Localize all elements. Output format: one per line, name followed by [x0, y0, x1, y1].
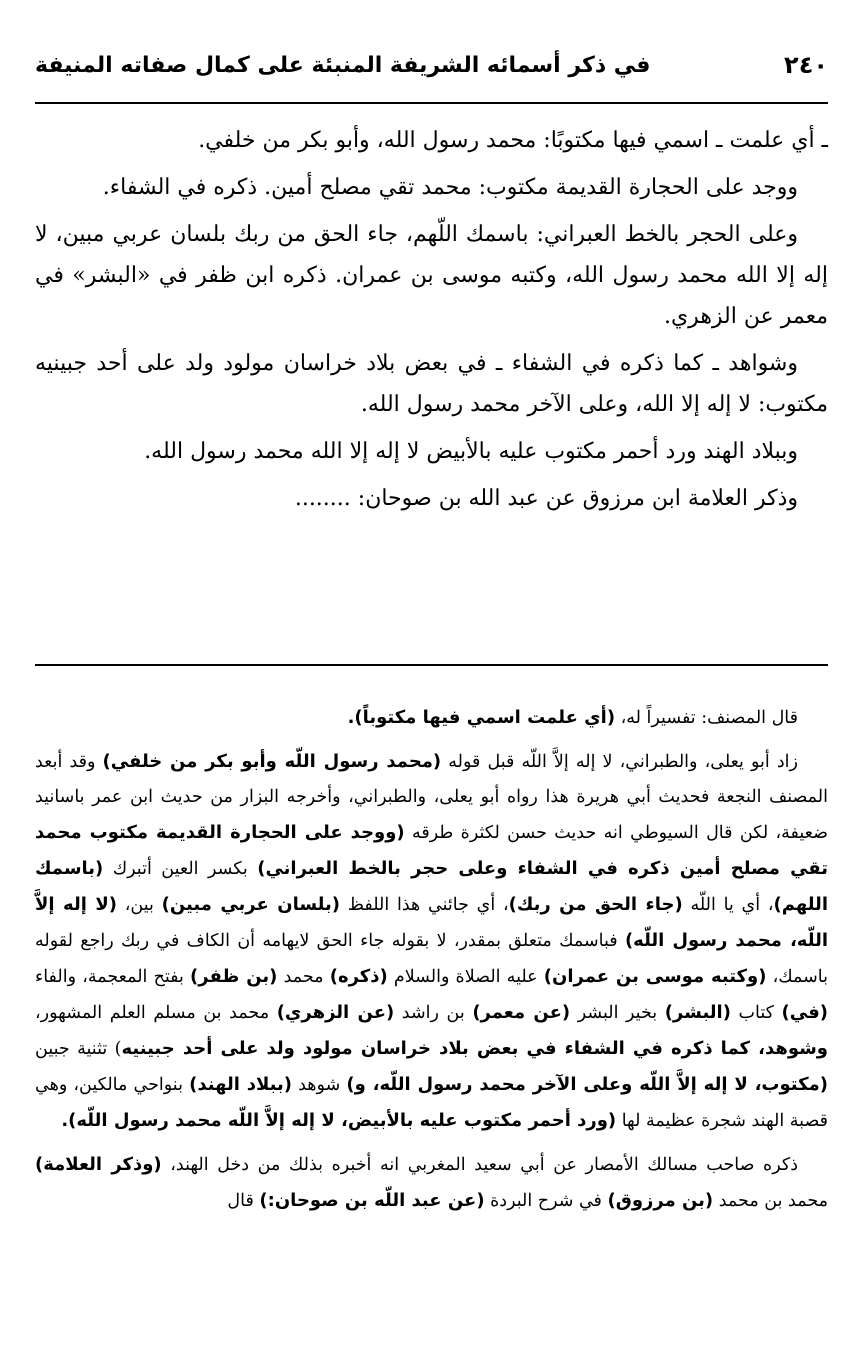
quoted-text: (بلسان عربي مبين) — [161, 894, 341, 915]
main-paragraph: ووجد على الحجارة القديمة مكتوب: محمد تقي مصلح أمين. ذكره في الشفاء. — [102, 175, 798, 200]
commentary-text: بين، — [116, 895, 162, 915]
quoted-text: وشوهد، كما ذكره في الشفاء في بعض بلاد خراسان مولود ولد على أحد جبينيه — [121, 1038, 828, 1059]
quoted-text: (أي علمت اسمي فيها مكتوباً). — [347, 707, 616, 728]
commentary-text: قال المصنف: تفسيراً له، — [615, 708, 798, 728]
commentary-text: ) تثنية جبين — [35, 1039, 122, 1059]
commentary-text: وقد أبعد المصنف النجعة فحديث أبي هريرة هذا رواه أبو يعلى، والطبراني، وأخرجه البزار من حديث ابن عمر باسانيد ضعيفة، لكن قال السيوطي انه حديث حسن لكثرة طرقه — [35, 752, 828, 843]
quoted-text: (ورد أحمر مكتوب عليه بالأبيض، لا إله إلاَّ اللّه محمد رسول اللّه). — [61, 1110, 617, 1131]
ellipsis-dots: ........ — [294, 486, 351, 511]
commentary-text: زاد أبو يعلى، والطبراني، لا إله إلاَّ اللّه قبل قوله — [441, 752, 798, 772]
quoted-text: (مكتوب، لا إله إلاَّ اللّه وعلى الآخر محمد رسول اللّه، و) — [346, 1074, 828, 1095]
commentary-text: بفتح المعجمة، والفاء — [35, 967, 191, 987]
commentary-text: ، أي جائني هذا اللفظ — [340, 895, 509, 915]
commentary-text: كتاب — [730, 1003, 782, 1023]
commentary-paragraph — [35, 1147, 828, 1219]
commentary-text: محمد بن محمد — [713, 1191, 828, 1211]
quoted-text: (وذكر العلامة) — [35, 1154, 162, 1175]
commentary-text: محمد — [277, 967, 330, 987]
quoted-text: (بن مرزوق) — [607, 1190, 714, 1211]
commentary — [35, 700, 828, 1227]
quoted-text: (ذكره) — [329, 966, 388, 987]
main-paragraph — [35, 478, 828, 519]
commentary-text: بخير البشر — [570, 1003, 665, 1023]
commentary-text: عليه الصلاة والسلام — [387, 967, 544, 987]
quoted-text: (جاء الحق من ربك) — [508, 894, 683, 915]
quoted-text: (في) — [781, 1002, 828, 1023]
quoted-text: (محمد رسول اللّه وأبو بكر من خلفي) — [102, 751, 442, 772]
quoted-text: (عن معمر) — [472, 1002, 571, 1023]
main-paragraph: وشواهد ـ كما ذكره في الشفاء ـ في بعض بلاد خراسان مولود ولد على أحد جبينيه مكتوب: لا إله إلا الله، وعلى الآخر محمد رسول الله. — [35, 351, 828, 417]
commentary-text: بنواحي مالكين، وهي قصبة الهند شجرة عظيمة لها — [35, 1075, 828, 1131]
footnote-separator — [35, 664, 828, 666]
commentary-text: محمد بن مسلم العلم المشهور، — [35, 1003, 277, 1023]
commentary-text: ، أي يا اللّه — [682, 895, 774, 915]
commentary-text: قال — [227, 1191, 260, 1211]
quoted-text: (باسمك اللهم) — [35, 858, 828, 915]
main-paragraph: وببلاد الهند ورد أحمر مكتوب عليه بالأبيض لا إله إلا الله محمد رسول الله. — [144, 439, 798, 464]
quoted-text: (بن ظفر) — [190, 966, 278, 987]
quoted-text: (عن الزهري) — [276, 1002, 395, 1023]
main-paragraph: وعلى الحجر بالخط العبراني: باسمك اللّهم، جاء الحق من ربك بلسان عربي مبين، لا إله إلا الله محمد رسول الله، وكتبه موسى بن عمران. ذكره ابن ظفر في «البشر» في معمر عن الزهري. — [35, 222, 828, 329]
commentary-text: في شرح البردة — [484, 1191, 608, 1211]
running-title: في ذكر أسمائه الشريفة المنبئة على كمال صفاته المنيفة — [35, 52, 651, 78]
header-rule — [35, 102, 828, 104]
commentary-paragraph — [35, 744, 828, 1139]
quoted-text: (لا إله إلاَّ اللّه، محمد رسول اللّه) — [35, 894, 828, 951]
commentary-text: فباسمك متعلق بمقدر، لا بقوله جاء الحق لايهامه أن الكاف في ربك راجع لقوله باسمك، — [35, 931, 828, 987]
quoted-text: (البشر) — [664, 1002, 731, 1023]
main-text — [35, 120, 828, 525]
page-number: ٢٤٠ — [784, 51, 828, 79]
page-header — [35, 40, 828, 90]
quoted-text: (عن عبد اللّه بن صوحان:) — [259, 1190, 485, 1211]
main-paragraph: ـ أي علمت ـ اسمي فيها مكتوبًا: محمد رسول الله، وأبو بكر من خلفي. — [198, 128, 828, 153]
commentary-text: ذكره صاحب مسالك الأمصار عن أبي سعيد المغربي انه أخبره بذلك من دخل الهند، — [161, 1155, 798, 1175]
quoted-text: (وكتبه موسى بن عمران) — [543, 966, 767, 987]
commentary-text: شوهد — [291, 1075, 347, 1095]
commentary-text: بكسر العين أتبرك — [103, 859, 258, 879]
commentary-text: بن راشد — [394, 1003, 473, 1023]
commentary-paragraph — [35, 700, 828, 736]
main-paragraph-text: وذكر العلامة ابن مرزوق عن عبد الله بن صوحان: — [357, 486, 798, 511]
quoted-text: (ببلاد الهند) — [189, 1074, 292, 1095]
quoted-text: (ووجد على الحجارة القديمة مكتوب محمد تقي مصلح أمين ذكره في الشفاء وعلى حجر بالخط العبراني) — [35, 822, 829, 879]
